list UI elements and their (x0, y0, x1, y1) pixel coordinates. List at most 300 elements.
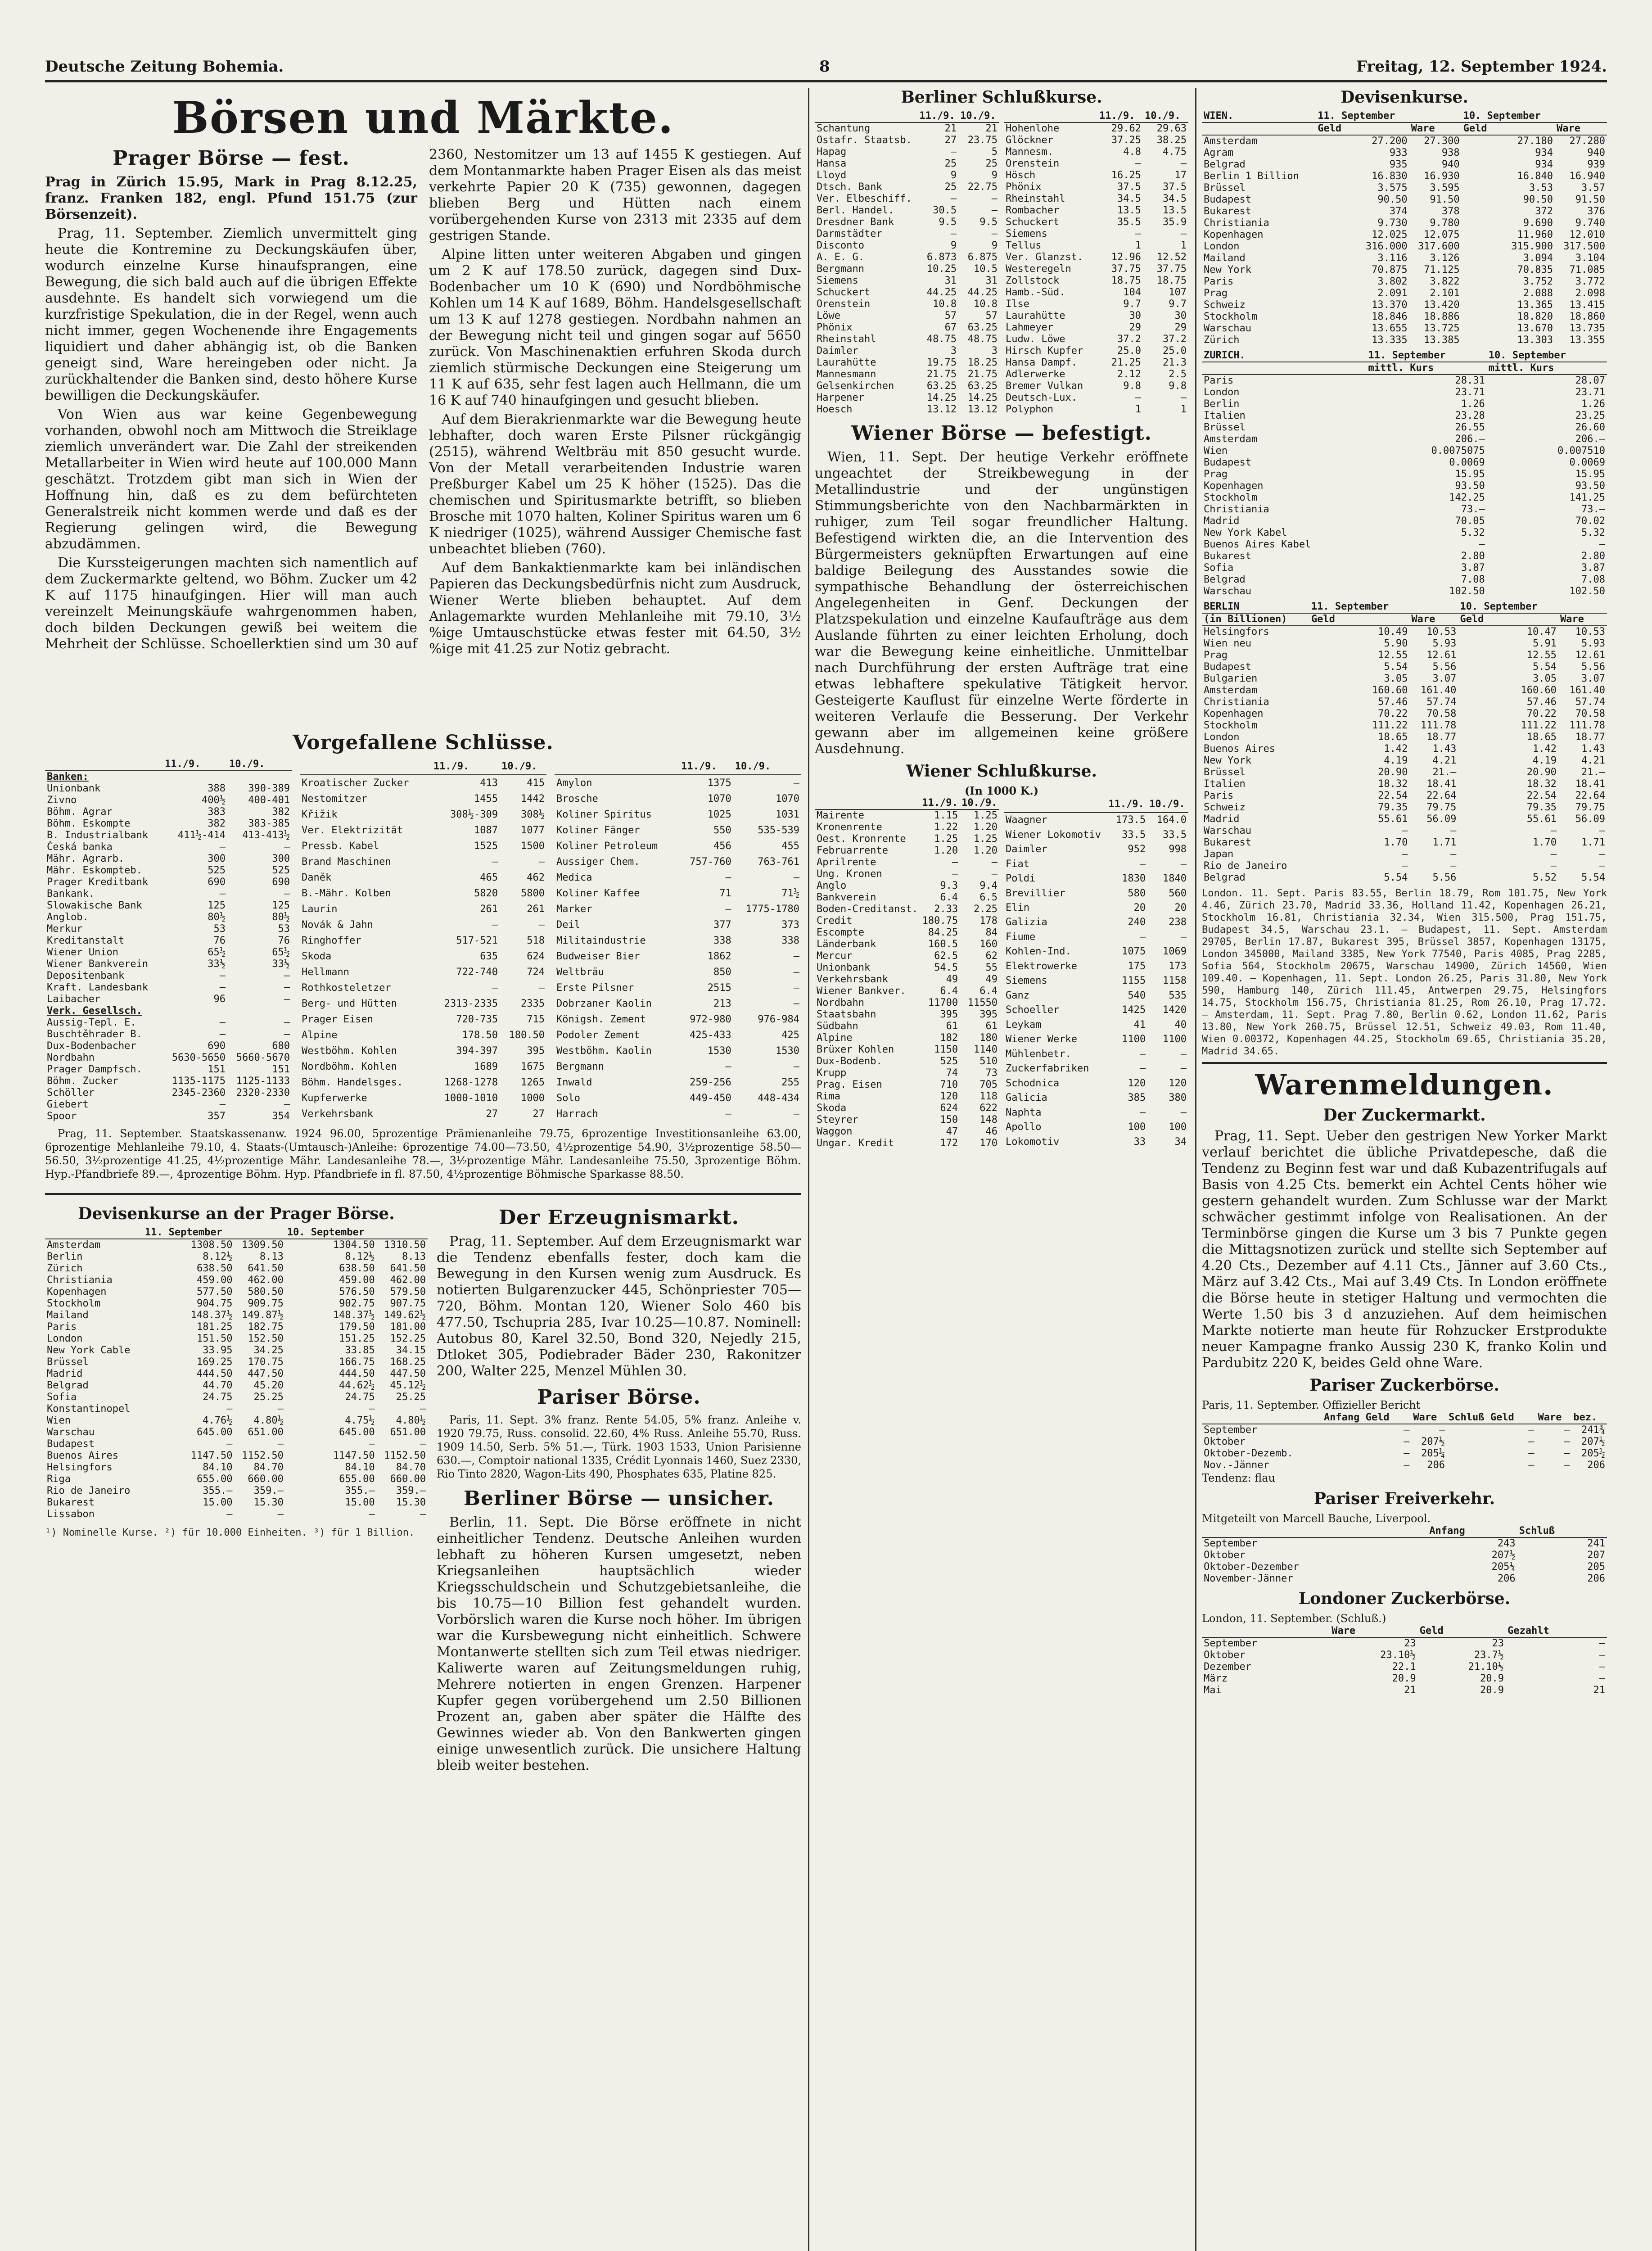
row-value: 8.12½ (203, 1251, 233, 1262)
row-value: 70.835 (1517, 264, 1553, 276)
row-value: 48.75 (926, 334, 957, 345)
row-value: — (219, 982, 226, 993)
table-row (1004, 886, 1188, 900)
row-value: 13.335 (1372, 334, 1408, 346)
row-label: Kopenhagen (47, 1286, 107, 1297)
table-row (555, 1059, 801, 1075)
row-value: 91.50 (1430, 194, 1460, 205)
table-header-row (1202, 110, 1607, 122)
row-label: Laurahütte (817, 357, 876, 368)
row-value: 5.32 (1581, 527, 1605, 538)
row-value: 5.91 (1532, 638, 1557, 649)
row-label: Prag. Eisen (817, 1079, 882, 1090)
row-label: Budapest (47, 1438, 95, 1450)
row-value: 635 (480, 951, 498, 963)
devisen-title: Devisenkurse. (1341, 88, 1468, 107)
row-value: 1840 (1163, 873, 1187, 885)
row-value: — (1450, 825, 1457, 836)
table-row (1202, 708, 1607, 720)
column-header: Geld (1316, 122, 1409, 135)
row-value: — (1479, 539, 1485, 550)
row-label: Marker (556, 904, 592, 915)
row-value: 14.25 (967, 392, 998, 403)
row-label: Dobrzaner Kaolin (556, 998, 652, 1010)
table-row (815, 1091, 999, 1103)
row-value: 16.930 (1424, 171, 1460, 182)
row-value: 206 (1587, 1460, 1605, 1471)
row-label: Anglo (817, 880, 847, 891)
row-value: 240 (1128, 917, 1146, 928)
row-label: Skoda (817, 1103, 847, 1114)
row-value: 415 (527, 777, 545, 789)
row-value: 10.49 (1378, 626, 1408, 637)
row-value: 80½ (208, 912, 226, 923)
row-value: — (538, 856, 545, 868)
table-header-row (815, 110, 999, 122)
table-row (815, 240, 999, 252)
row-value: 525 (208, 865, 226, 876)
row-label: Rothkosteletzer (302, 982, 391, 994)
row-value: 21 (1404, 1685, 1416, 1696)
row-label: Ludw. Löwe (1006, 334, 1065, 345)
row-value: 53 (278, 923, 290, 935)
row-value: 152.25 (390, 1333, 426, 1344)
row-value: 2.088 (1523, 288, 1553, 299)
row-label: Warschau (1204, 586, 1251, 597)
row-value: 18.75 (1111, 275, 1141, 286)
row-label: Gelsenkirchen (817, 380, 894, 392)
row-value: 3.05 (1532, 673, 1557, 684)
row-label: Deil (556, 919, 580, 931)
table-row (1202, 626, 1607, 638)
row-value: 151 (272, 1064, 290, 1075)
row-value: 148.37½ (333, 1310, 375, 1321)
row-label: Galizia (1006, 917, 1047, 928)
row-label: Elin (1006, 902, 1029, 914)
row-label: Adlerwerke (1006, 369, 1065, 380)
table-row (815, 1067, 999, 1079)
table-row (815, 263, 999, 275)
row-value: 1 (1135, 404, 1141, 415)
row-label: Prag (1204, 288, 1228, 299)
table-row (815, 822, 999, 833)
table-row (1004, 287, 1188, 298)
table-row (1004, 945, 1188, 959)
table-row (815, 962, 999, 974)
row-value: 7.08 (1581, 574, 1605, 585)
row-value: — (1180, 1048, 1187, 1060)
row-label: Warschau (1204, 825, 1251, 836)
header-date: Freitag, 12. September 1924. (1356, 58, 1607, 76)
row-value: 939 (1587, 159, 1605, 170)
row-label: Berlin (47, 1251, 83, 1262)
row-value: 111.22 (1521, 720, 1557, 731)
row-value: 690 (272, 877, 290, 888)
row-value: — (991, 193, 998, 204)
prague-paragraph: Auf dem Bankaktienmarkte kam bei inländischen Papieren das Deckungsbedürfnis nicht zum Ausdruck, Wiener Werte blieben behauptet. Auf dem Anlagemarkte wurden Mehlanleihe mit 79.10, 3½ %ige Umtauschstücke etwas fester mit 64.50, 3½ %ige mit 41.25 zur Notiz gebracht. (429, 560, 801, 657)
row-label: Prag (1204, 469, 1228, 480)
row-value: 34 (1174, 1136, 1187, 1148)
table-row (1004, 146, 1188, 158)
waren-subtitle: Der Zuckermarkt. (1323, 1106, 1486, 1125)
row-value: — (284, 888, 290, 899)
row-value: 23 (1492, 1638, 1504, 1649)
column-header: Ware (1558, 613, 1607, 626)
row-value: — (1563, 1448, 1570, 1459)
row-value: — (219, 970, 226, 981)
table-row (815, 892, 999, 904)
row-value: 160 (979, 939, 998, 950)
row-value: 9 (950, 240, 957, 251)
row-value: — (277, 1509, 284, 1520)
row-value: 395 (940, 1009, 958, 1020)
table-row (45, 1321, 428, 1333)
table-row (815, 170, 999, 181)
row-label: Februarrente (817, 845, 888, 856)
row-value: 55.61 (1526, 814, 1557, 825)
row-label: New York Cable (47, 1345, 131, 1356)
row-value: 940 (1441, 159, 1460, 170)
table-row (815, 310, 999, 322)
row-label: London (1204, 732, 1240, 743)
row-value: — (793, 982, 799, 994)
row-label: Siemens (817, 275, 858, 286)
row-label: Ostafr. Staatsb. (817, 135, 912, 146)
row-label: B. Industrialbank (47, 830, 149, 841)
table-row (815, 158, 999, 170)
table-row (1202, 492, 1607, 504)
row-value: 21.— (1581, 767, 1605, 778)
table-row (555, 933, 801, 949)
table-row (1202, 1673, 1607, 1685)
row-value: 48.75 (967, 334, 998, 345)
table-row (1004, 252, 1188, 263)
table-header-row (1202, 1625, 1607, 1637)
row-value: — (1599, 1661, 1605, 1672)
row-value: 63.25 (967, 322, 998, 333)
row-label: Brüssel (1204, 182, 1246, 194)
table-row (1004, 345, 1188, 357)
row-value: — (226, 1403, 233, 1415)
table-row (815, 997, 999, 1009)
table-row (815, 217, 999, 228)
row-value: — (284, 970, 290, 981)
row-label: Madrid (47, 1368, 83, 1379)
row-label: New York (1204, 755, 1251, 766)
row-value: 33.85 (345, 1345, 375, 1356)
row-value: 8.13 (259, 1251, 284, 1262)
row-label: Kopenhagen (1204, 480, 1264, 492)
row-value: 3.87 (1581, 562, 1605, 574)
row-value: 1 (1180, 404, 1187, 415)
row-value: 11550 (967, 997, 998, 1008)
column-header: 11./9. (917, 110, 958, 122)
table-row (1004, 1135, 1188, 1149)
row-value: 0.0069 (1449, 457, 1485, 468)
table-row (555, 870, 801, 886)
row-value: 315.900 (1511, 241, 1553, 252)
row-value: 12.52 (1156, 252, 1187, 263)
row-label: Stockholm (1204, 720, 1258, 731)
column-header: Geld (1458, 613, 1558, 626)
column-header: 10./9. (500, 759, 546, 775)
row-label: Unionbank (817, 962, 871, 973)
row-value: — (952, 857, 958, 868)
table-row (45, 1111, 292, 1122)
table-row (45, 923, 292, 935)
table-row (45, 830, 292, 841)
table-row (1202, 778, 1607, 790)
row-value (163, 1005, 227, 1017)
wiener-schluss-left (815, 797, 999, 1149)
column-header: 10./9. (733, 759, 801, 775)
vienna-berlin-column (815, 88, 1188, 2251)
row-value: 14.25 (926, 392, 957, 403)
table-row (815, 228, 999, 240)
row-value: 300 (272, 853, 290, 864)
row-value: 5.56 (1581, 661, 1605, 673)
row-value: 22.54 (1526, 790, 1557, 801)
row-value: 909.75 (248, 1298, 284, 1309)
row-value: 456 (713, 841, 731, 852)
row-value: 3.87 (1461, 562, 1485, 574)
row-value: 178.50 (462, 1030, 498, 1041)
row-label: Laibacher (47, 994, 101, 1005)
row-label: Fiume (1006, 931, 1036, 943)
table-row (1004, 930, 1188, 945)
row-value: 70.58 (1575, 708, 1605, 719)
row-value: 63.25 (967, 380, 998, 392)
row-value: 207 (1587, 1550, 1605, 1561)
row-value: 170.75 (248, 1356, 284, 1368)
row-value: 79.35 (1526, 802, 1557, 813)
row-value: 4.21 (1432, 755, 1457, 766)
devisen-berlin-table (1202, 601, 1607, 884)
row-value: 907.75 (390, 1298, 426, 1309)
row-label: Skoda (302, 951, 332, 963)
row-value: 1.25 (934, 833, 958, 845)
row-value: 715 (527, 1014, 545, 1026)
row-value: — (793, 1108, 799, 1120)
table-row (1004, 404, 1188, 416)
pariser-body: Paris, 11. Sept. 3% franz. Rente 54.05, 5% franz. Anleihe v. 1920 79.75, Russ. consolid. 22.60, 4% Russ. Anleihe 55.70, Russ. 1909 14.50, Serb. 5% 51.—, Türk. 1903 1533, Union Parisienne 630.—, Comptoir national 1335, Crédit Lyonnais 1460, Suez 2330, Rio Tinto 2820, Wagon-Lits 490, Phosphates 635, Platine 825. (437, 1414, 801, 1480)
row-label: London (47, 1333, 83, 1344)
row-value: 73 (985, 1067, 998, 1079)
row-label: Mercur (817, 950, 853, 962)
row-label: Westböhm. Kaolin (556, 1045, 652, 1057)
row-label: Koliner Fänger (556, 825, 640, 836)
row-label: Nestomitzer (302, 793, 367, 805)
table-row (1004, 181, 1188, 193)
row-value: 18.860 (1569, 311, 1605, 322)
row-value: 70.02 (1575, 515, 1605, 527)
row-label: Waggon (817, 1126, 853, 1137)
row-value: 705 (979, 1079, 998, 1090)
row-label: Mannesm. (1006, 146, 1053, 158)
table-row (45, 982, 292, 994)
row-value: — (1180, 931, 1187, 943)
table-row (1004, 158, 1188, 170)
row-value: 20.90 (1378, 767, 1408, 778)
row-label: Agram (1204, 147, 1234, 158)
london-sugar-head: London, 11. September. (Schluß.) (1202, 1612, 1386, 1625)
row-label: Budapest (1204, 194, 1251, 205)
row-label: November-Jänner (1204, 1573, 1293, 1584)
table-row (815, 1103, 999, 1114)
row-value: 13.735 (1569, 323, 1605, 334)
row-value: 107 (1169, 287, 1187, 298)
table-row (815, 904, 999, 915)
row-value: — (1180, 858, 1187, 870)
table-row (1202, 159, 1607, 171)
row-value: 2.12 (1117, 369, 1141, 380)
row-value: 37.25 (1111, 135, 1141, 146)
row-value: 152.50 (248, 1333, 284, 1344)
row-value: 373 (781, 919, 799, 931)
table-row (45, 1052, 292, 1064)
column-header: 11. September (1309, 601, 1410, 613)
row-value: 5.56 (1432, 872, 1457, 883)
row-value: 722-740 (456, 967, 498, 978)
row-value: 207½ (1581, 1436, 1605, 1447)
row-value: 26.55 (1455, 422, 1485, 433)
row-label: Berlin (1204, 398, 1240, 410)
row-label: Steyrer (817, 1114, 858, 1126)
row-label: Ringhoffer (302, 935, 361, 947)
row-label: New York Kabel (1204, 527, 1287, 538)
row-value: 4.21 (1581, 755, 1605, 766)
row-label: September (1204, 1638, 1258, 1649)
table-row (555, 902, 801, 918)
schluesse-table-chemie (555, 759, 801, 1122)
row-value: 160.5 (928, 939, 958, 950)
table-row (1202, 410, 1607, 422)
row-value: — (793, 951, 799, 963)
row-value: 18.77 (1575, 732, 1605, 743)
row-value: 44.25 (926, 287, 957, 298)
table-row (1004, 193, 1188, 205)
row-label: Stockholm (47, 1298, 101, 1309)
row-value: 1140 (974, 1044, 998, 1055)
row-value: 1.71 (1581, 837, 1605, 848)
row-value: 576.50 (339, 1286, 375, 1297)
row-label: Dux-Bodenb. (817, 1056, 882, 1067)
row-value: 462 (527, 872, 545, 884)
row-value: 27.200 (1372, 136, 1408, 147)
row-label: Ver. Elektrizität (302, 825, 403, 836)
row-label: Wiener Lokomotiv (1006, 829, 1101, 841)
row-value: — (1180, 1107, 1187, 1118)
row-label: Disconto (817, 240, 864, 251)
row-value: 6.4 (940, 985, 958, 997)
row-value: — (952, 868, 958, 880)
row-value: 395 (979, 1009, 998, 1020)
row-value: 25 (985, 158, 998, 169)
row-value: — (1528, 1436, 1535, 1447)
running-header (45, 53, 1607, 82)
row-value: 170 (979, 1138, 998, 1149)
row-label: Schöller (47, 1087, 95, 1098)
table-header-row (1202, 1525, 1607, 1537)
row-value: — (1135, 228, 1141, 240)
table-header-row (1202, 122, 1607, 135)
row-value: 30 (1174, 310, 1187, 321)
table-row (45, 1275, 428, 1286)
row-value: 1069 (1163, 946, 1187, 958)
row-value: — (1180, 158, 1187, 169)
table-row (1202, 1460, 1607, 1471)
paris-sugar-table (1202, 1412, 1607, 1471)
row-value: 1689 (474, 1061, 498, 1073)
table-row (1004, 1076, 1188, 1090)
table-row (1004, 1047, 1188, 1061)
row-label: Slowakische Bank (47, 900, 142, 911)
row-value: 12.025 (1372, 229, 1408, 240)
row-value: 308½ (521, 809, 545, 821)
row-label: Amylon (556, 777, 592, 789)
column-header (555, 759, 679, 775)
row-label: Stockholm (1204, 492, 1258, 503)
table-row (300, 839, 546, 854)
row-label: Hellmann (302, 967, 349, 978)
table-row (815, 122, 999, 135)
row-value: 166.75 (339, 1356, 375, 1368)
row-value: 34.5 (1163, 193, 1187, 204)
table-row (555, 886, 801, 902)
row-value: 1.42 (1384, 743, 1408, 755)
row-value: 1 (1180, 240, 1187, 251)
table-row (45, 1392, 428, 1403)
row-value: 29 (1174, 322, 1187, 333)
row-value: 413 (480, 777, 498, 789)
row-value: 976-984 (758, 1014, 799, 1026)
row-value: 9.8 (1123, 380, 1141, 392)
column-header (1202, 362, 1366, 375)
row-value: 12.55 (1378, 650, 1408, 661)
row-value: 148.37½ (190, 1310, 233, 1321)
table-row (815, 334, 999, 345)
table-row (45, 994, 292, 1005)
table-row (1004, 813, 1188, 828)
row-value: 902.75 (339, 1298, 375, 1309)
row-label: Prager Dampfsch. (47, 1064, 142, 1075)
row-label: September (1204, 1424, 1258, 1436)
row-value: 850 (713, 967, 731, 978)
column-header: Schluß Geld (1447, 1412, 1536, 1424)
table-row (815, 974, 999, 985)
row-label: Ilse (1006, 298, 1029, 310)
table-row (1202, 802, 1607, 814)
row-value: — (1550, 860, 1557, 872)
row-value: 655.00 (339, 1474, 375, 1485)
row-value: — (725, 872, 731, 884)
row-value: 57 (985, 310, 998, 321)
row-label: Wiener Werke (1006, 1034, 1077, 1045)
row-value: — (284, 1029, 290, 1040)
row-value: 1268-1278 (444, 1077, 498, 1089)
table-row (1202, 743, 1607, 755)
devisen-prag-table (45, 1227, 428, 1520)
row-value: 2.25 (974, 904, 998, 915)
row-label: Fiat (1006, 858, 1029, 870)
row-label: Westeregeln (1006, 263, 1071, 275)
table-row (1202, 457, 1607, 469)
row-value: 447.50 (390, 1368, 426, 1379)
row-value: — (277, 1403, 284, 1415)
table-row (1202, 299, 1607, 311)
table-row (1202, 1561, 1607, 1573)
row-value: 377 (713, 919, 731, 931)
